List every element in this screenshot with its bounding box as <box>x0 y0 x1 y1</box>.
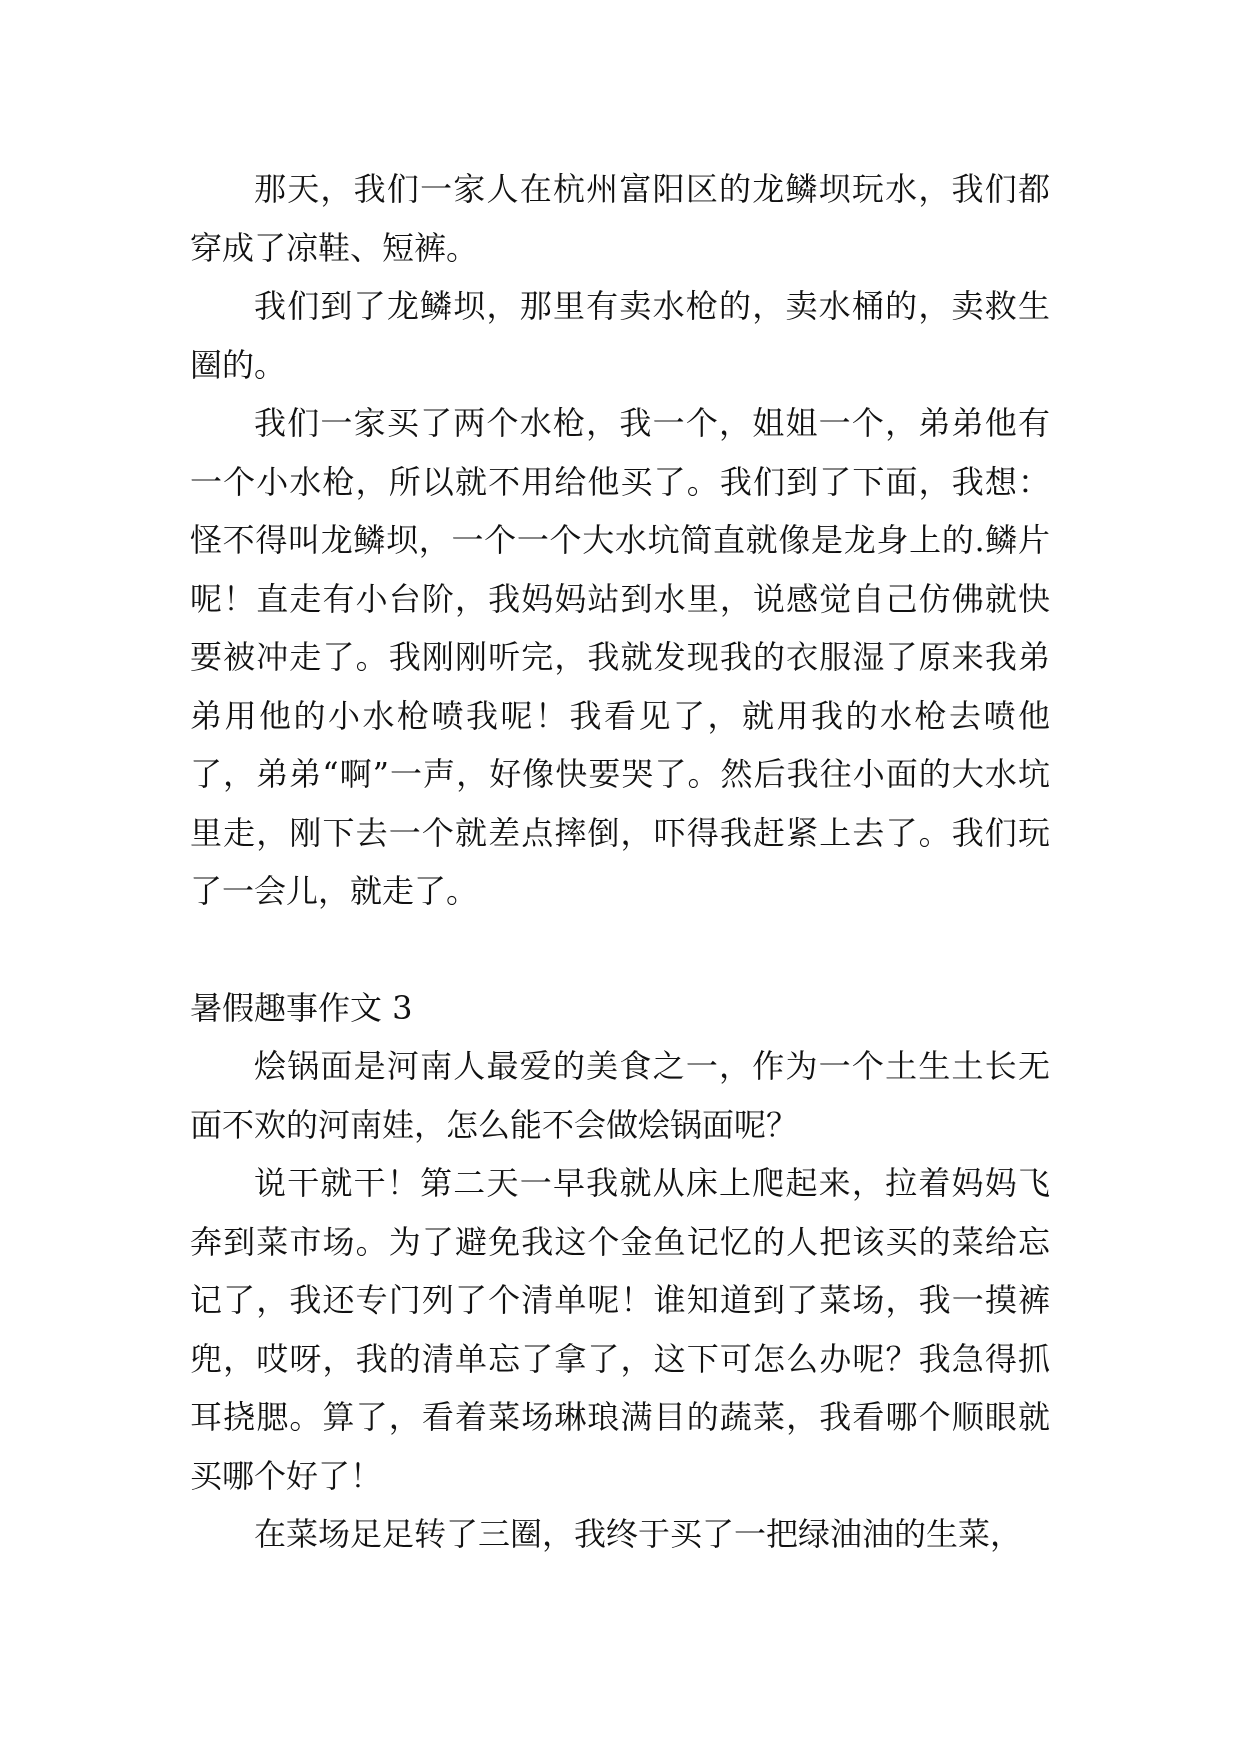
section-heading: 暑假趣事作文 3 <box>190 988 413 1027</box>
paragraph-2: 我们到了龙鳞坝，那里有卖水枪的，卖水桶的，卖救生圈的。 <box>190 287 1050 384</box>
paragraph-3: 我们一家买了两个水枪，我一个，姐姐一个，弟弟他有一个小水枪，所以就不用给他买了。我们到了下面，我想：怪不得叫龙鳞坝，一个一个大水坑简直就像是龙身上的.鳞片呢！直走有小台阶，我妈妈站到水里，说感觉自己仿佛就快要被冲走了。我刚刚听完，我就发现我的衣服湿了原来我弟弟用他的小水枪喷我呢！我看见了，就用我的水枪去喷他了，弟弟“啊”一声，好像快要哭了。然后我往小面的大水坑里走，刚下去一个就差点摔倒，吓得我赶紧上去了。我们玩了一会儿，就走了。 <box>190 404 1050 910</box>
paragraph-5: 说干就干！第二天一早我就从床上爬起来，拉着妈妈飞奔到菜市场。为了避免我这个金鱼记忆的人把该买的菜给忘记了，我还专门列了个清单呢！谁知道到了菜场，我一摸裤兜，哎呀，我的清单忘了拿了，这下可怎么办呢？我急得抓耳挠腮。算了，看着菜场琳琅满目的蔬菜，我看哪个顺眼就买哪个好了！ <box>190 1164 1050 1495</box>
paragraph-4: 烩锅面是河南人最爱的美食之一，作为一个土生土长无面不欢的河南娃，怎么能不会做烩锅面呢？ <box>190 1047 1050 1144</box>
document-body <box>190 160 1050 1564</box>
paragraph-6: 在菜场足足转了三圈，我终于买了一把绿油油的生菜， <box>254 1515 1023 1553</box>
paragraph-1: 那天，我们一家人在杭州富阳区的龙鳞坝玩水，我们都穿成了凉鞋、短裤。 <box>190 170 1050 267</box>
